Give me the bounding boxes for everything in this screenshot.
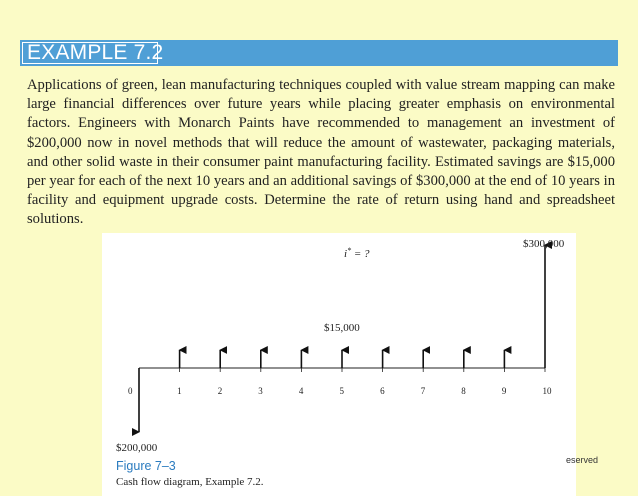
final-savings-label: $300,000 (523, 238, 565, 250)
problem-statement: Applications of green, lean manufacturing techniques coupled with value stream mapping can make large financial differences over future years while placing greater emphasis on environmental factors. Engineers with Monarch Paints have recommended to management an investment of $200,000 now in novel methods that will reduce the amount of wastewater, packaging materials, and other solid waste in their consumer paint manufacturing facility. Estimated savings are $15,000 per year for each of the next 10 years and an additional savings of $300,000 at the end of 10 years in facility and equipment upgrade costs. Determine the rate of return using hand and spreadsheet solutions. (27, 77, 615, 228)
initial-investment-label: $200,000 (116, 442, 158, 454)
example-title: EXAMPLE 7.2 (27, 41, 164, 64)
copyright-fragment: eserved (566, 455, 599, 465)
cash-flow-arrows (139, 245, 545, 432)
year-label-9: 9 (501, 386, 507, 396)
year-label-4: 4 (298, 386, 304, 396)
rate-star: * (347, 246, 352, 255)
year-label-3: 3 (258, 386, 263, 396)
year-label-7: 7 (420, 386, 426, 396)
figure-caption: Cash flow diagram, Example 7.2. (116, 476, 264, 488)
year-label-8: 8 (461, 386, 466, 396)
rate-label (344, 246, 370, 260)
year-labels (128, 386, 552, 396)
figure-label: Figure 7–3 (116, 459, 176, 473)
year-label-6: 6 (380, 386, 385, 396)
year-label-2: 2 (217, 386, 223, 396)
year-label-1: 1 (177, 386, 182, 396)
year-label-5: 5 (339, 386, 344, 396)
year-ticks (139, 368, 545, 372)
annual-savings-label: $15,000 (324, 322, 360, 334)
rate-symbol: i (344, 248, 348, 260)
year-label-0: 0 (128, 386, 133, 396)
year-label-10: 10 (542, 386, 552, 396)
rate-rest: = ? (351, 248, 370, 260)
